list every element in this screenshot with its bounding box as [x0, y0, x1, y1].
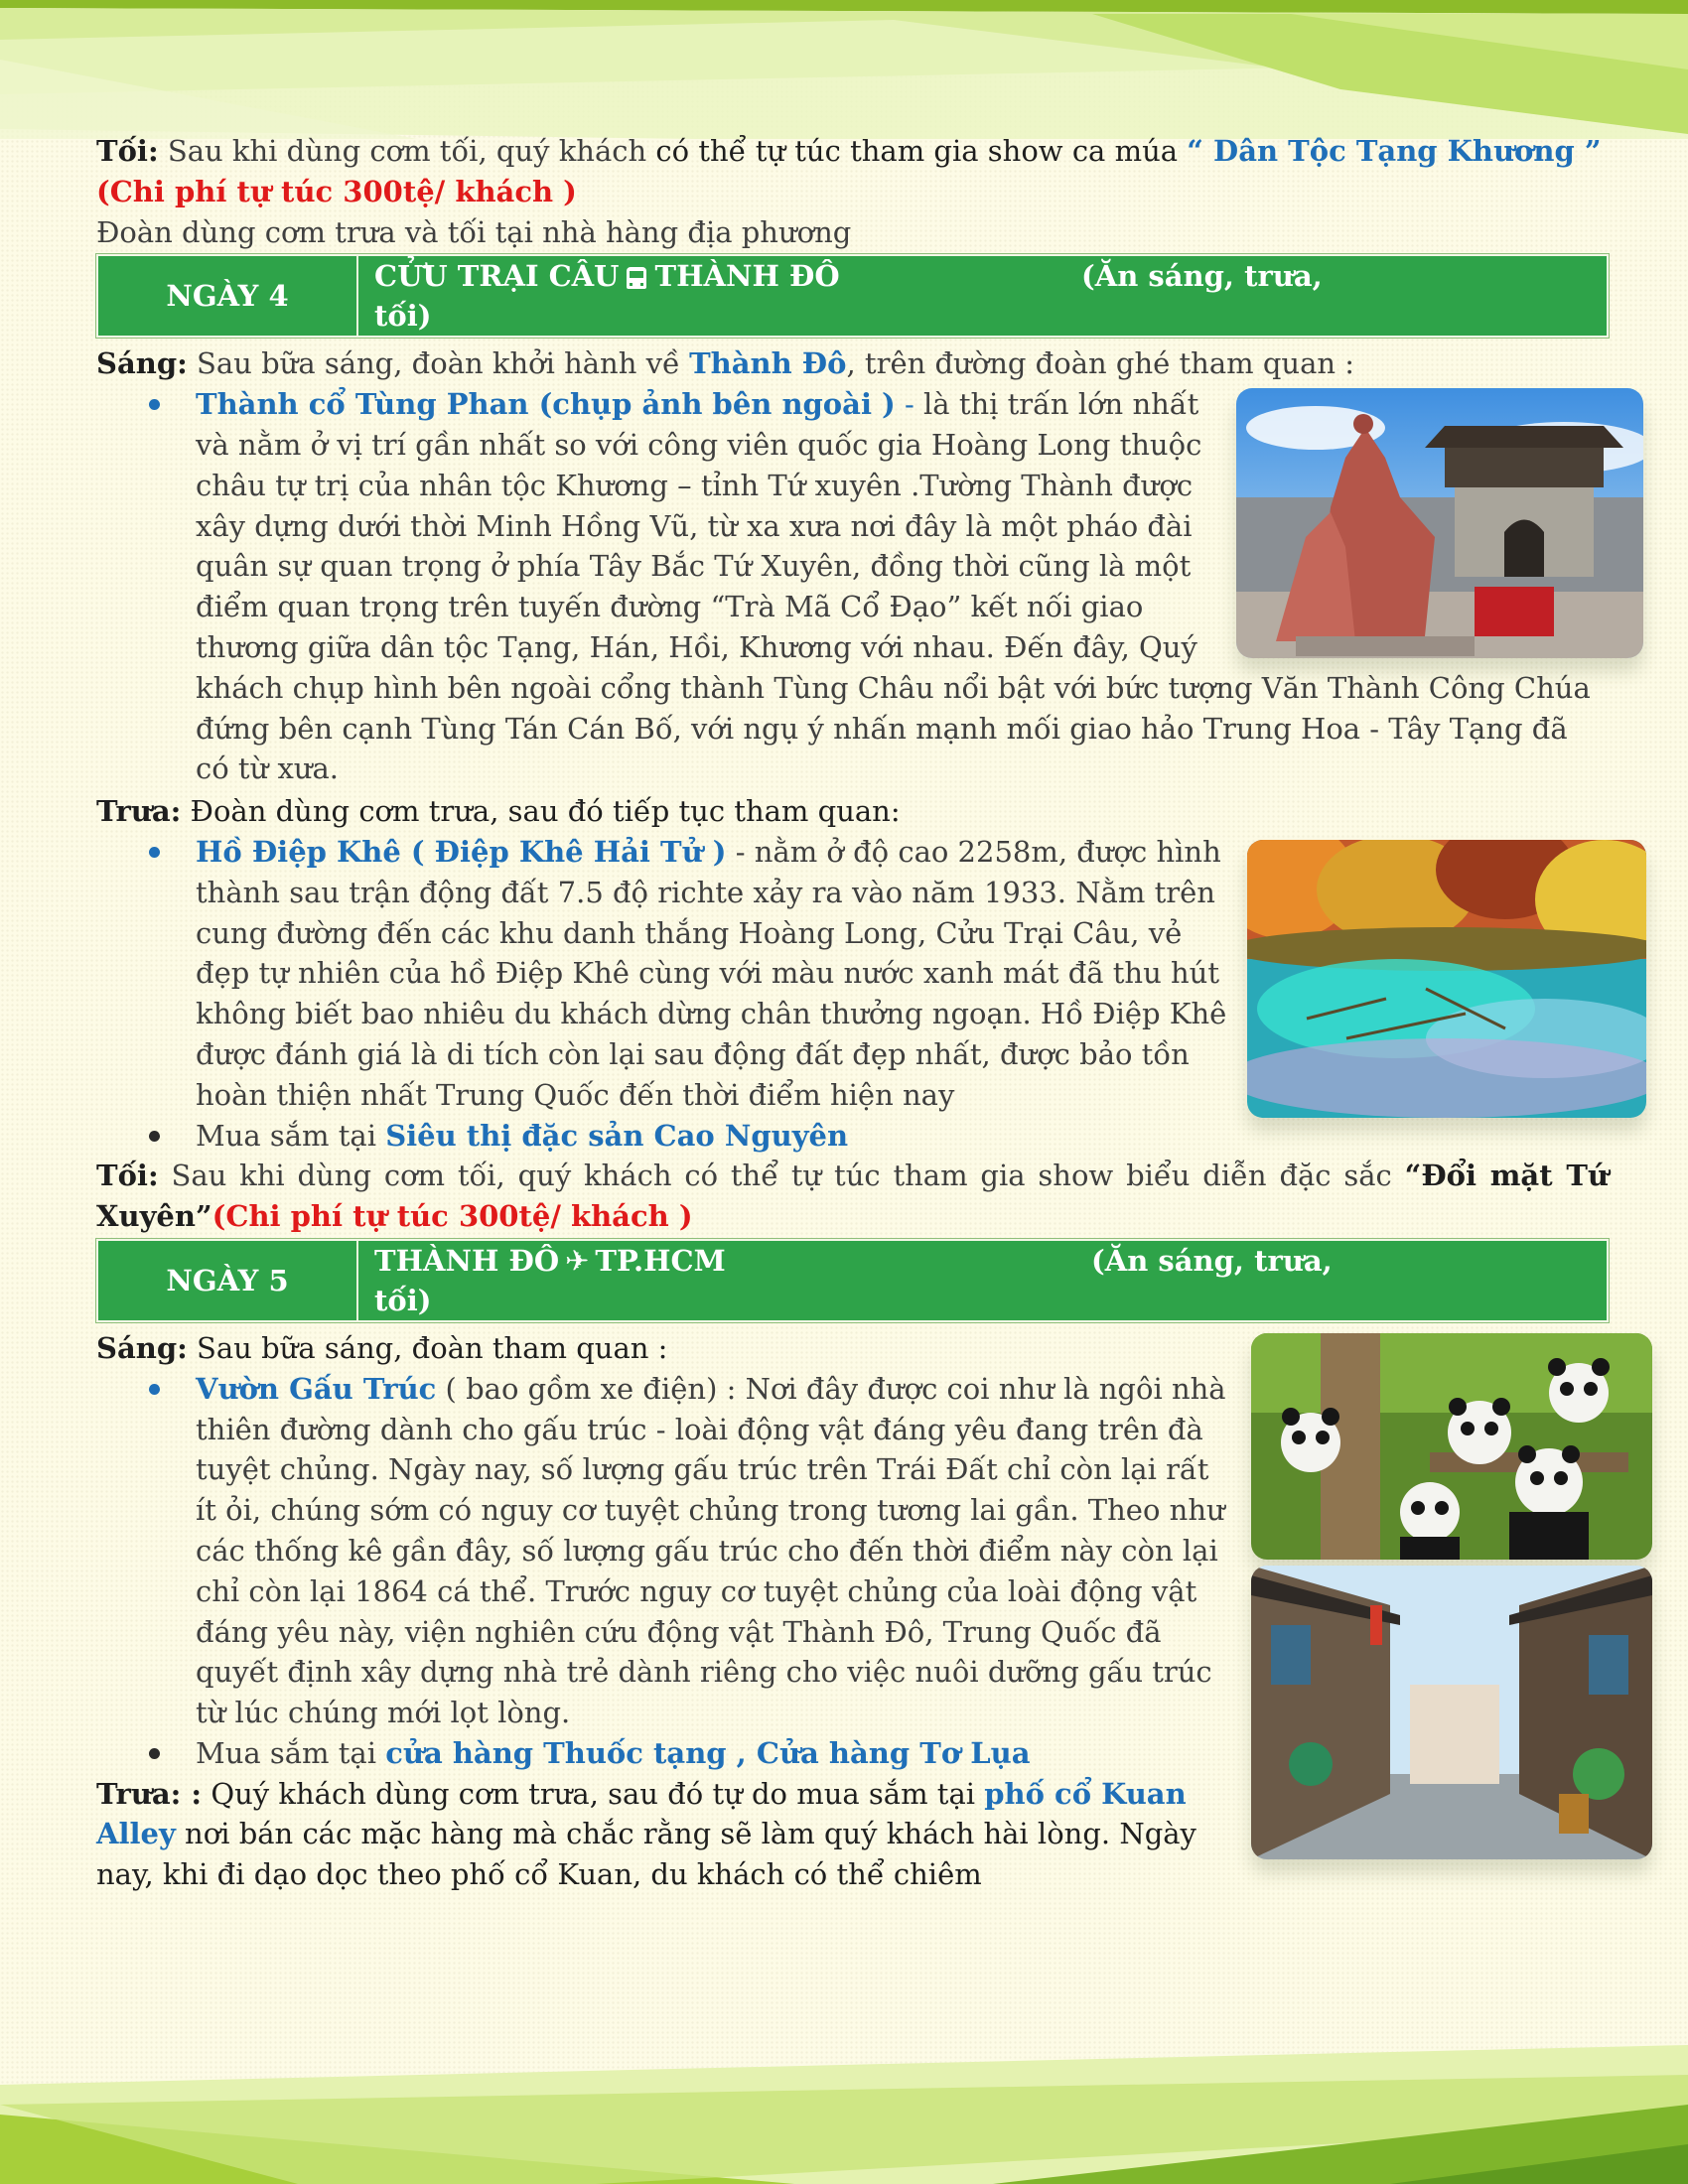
morning-text-b: , trên đường đoàn ghé tham quan :: [846, 346, 1355, 381]
day5-route: [358, 1241, 1607, 1320]
evening-text: Sau khi dùng cơm tối, quý khách: [158, 134, 647, 168]
tung-phan-photo: [1236, 388, 1643, 658]
lunch-text: Đoàn dùng cơm trưa, sau đó tiếp tục tham quan:: [181, 794, 901, 829]
day4-morning: [96, 343, 1609, 384]
tung-phan-title: Thành cổ Tùng Phan (chụp ảnh bên ngoài ): [196, 387, 896, 422]
evening-label: Tối:: [96, 134, 159, 168]
meal-note: Đoàn dùng cơm trưa và tối tại nhà hàng địa phương: [96, 214, 852, 249]
day5-label: NGÀY 5: [98, 1241, 358, 1320]
shopping-prefix-day5: Mua sắm tại: [196, 1735, 386, 1770]
kuan-alley-link: phố cổ Kuan Alley: [96, 1776, 1187, 1851]
bottom-decoration: [0, 2045, 1688, 2184]
day5-lunch-label: Trưa: :: [96, 1776, 203, 1811]
list-item-tung-phan: [96, 384, 1609, 789]
day4-route-from: CỬU TRẠI CÂU: [374, 259, 620, 294]
evening-text-b: có thể tự túc tham gia show ca múa: [646, 134, 1188, 168]
day5-meals: (Ăn sáng, trưa,: [1091, 1243, 1333, 1278]
day5-route-to: TP.HCM: [595, 1243, 726, 1278]
top-decoration: [0, 0, 1688, 139]
day4-evening-text: Sau khi dùng cơm tối, quý khách có thể tự túc tham gia show biểu diễn đặc sắc: [158, 1159, 1405, 1193]
day5-meals-cont: tối): [374, 1283, 432, 1317]
panda-garden-body: ( bao gồm xe điện) : Nơi đây được coi như là ngôi nhà thiên đường dành cho gấu trúc - loài động vật đáng yêu đang trên đà tuyệt chủng. Ngày nay, số lượng gấu trúc trên Trái Đất chỉ còn lại rất ít ỏi, chúng sớm có nguy cơ tuyệt chủng trong tương lai gần. Theo như các thống kê gần đây, số lượng gấu trúc cho đến thời điểm này còn lại chỉ còn lại 1864 cá thể. Trước nguy cơ tuyệt chủng của loài động vật đáng yêu này, viện nghiên cứu động vật Thành Đô, Trung Quốc đã quyết định xây dựng nhà trẻ dành riêng cho việc nuôi dưỡng gấu trúc từ lúc chúng mới lọt lòng.: [196, 1371, 1226, 1730]
list-item-diep-khe: [96, 832, 1609, 1116]
day4-evening: [96, 1156, 1609, 1237]
cost-note: (Chi phí tự túc 300tệ/ khách ): [96, 174, 577, 208]
day5-morning-label: Sáng:: [96, 1330, 188, 1365]
diep-khe-body: - nằm ở độ cao 2258m, được hình thành sau trận động đất 7.5 độ richte xảy ra vào năm 1933. Nằm trên cung đường đến các khu danh thắng Hoàng Long, Cửu Trại Câu, vẻ đẹp tự nhiên của hồ Điệp Khê cùng với màu nước xanh mát đã thu hút không biết bao nhiêu du khách dừng chân thưởng ngoạn. Hồ Điệp Khê được đánh giá là di tích còn lại sau động đất đẹp nhất, được bảo tồn hoàn thiện nhất Trung Quốc đến thời điểm hiện nay: [196, 834, 1227, 1112]
day4-evening-cost: (Chi phí tự túc 300tệ/ khách ): [211, 1199, 693, 1234]
day4-evening-label: Tối:: [96, 1159, 159, 1193]
list-item-shopping-day4: [96, 1116, 1609, 1157]
morning-label: Sáng:: [96, 346, 188, 381]
list-item-shopping-day5: [96, 1733, 1609, 1774]
day4-evening-show: “Đổi mặt Tứ Xuyên”: [96, 1159, 1609, 1234]
diep-khe-title: Hồ Điệp Khê ( Điệp Khê Hải Tử ): [196, 834, 727, 869]
morning-place: Thành Đô: [689, 346, 847, 381]
day4-lunch: [96, 791, 1609, 832]
list-item-panda-garden: [96, 1369, 1609, 1733]
shopping-prefix: Mua sắm tại: [196, 1118, 386, 1153]
day5-header: [96, 1239, 1609, 1322]
morning-text: Sau bữa sáng, đoàn khởi hành về: [187, 346, 690, 381]
day5-lunch-text-b: nơi bán các mặc hàng mà chắc rằng sẽ làm quý khách hài lòng. Ngày nay, khi đi dạo dọc theo phố cổ Kuan, du khách có thể chiêm: [96, 1817, 1196, 1892]
day5-lunch-text: Quý khách dùng cơm trưa, sau đó tự do mua sắm tại: [202, 1776, 985, 1811]
shopping-place: Siêu thị đặc sản Cao Nguyên: [385, 1118, 849, 1153]
day5-morning-text: Sau bữa sáng, đoàn tham quan :: [187, 1330, 668, 1365]
show-name: “ Dân Tộc Tạng Khương ”: [1187, 134, 1602, 168]
bus-icon: [627, 267, 646, 289]
lunch-label: Trưa:: [96, 794, 182, 829]
tung-phan-body: là thị trấn lớn nhất và nằm ở vị trí gần nhất so với công viên quốc gia Hoàng Long thuộc châu tự trị của nhân tộc Khương – tỉnh Tứ xuyên .Tường Thành được xây dựng dưới thời Minh Hồng Vũ, từ xa xưa nơi đây là một pháo đài quân sự quan trọng ở phía Tây Bắc Tứ Xuyên, đồng thời cũng là một điểm quan trọng trên tuyến đường “Trà Mã Cổ Đạo” kết nối giao thương giữa dân tộc Tạng, Hán, Hồi, Khương với nhau. Đến đây, Quý khách chụp hình bên ngoài cổng thành Tùng Châu nổi bật với bức tượng Văn Thành Công Chúa đứng bên cạnh Tùng Tán Cán Bố, với ngụ ý nhấn mạnh mối giao hảo Trung Hoa - Tây Tạng đã có từ xưa.: [196, 387, 1591, 786]
day4-header: [96, 254, 1609, 338]
day4-meals: (Ăn sáng, trưa,: [1081, 259, 1323, 294]
day4-label: NGÀY 4: [98, 256, 358, 336]
plane-icon: ✈: [565, 1243, 590, 1278]
day4-meals-cont: tối): [374, 299, 432, 334]
day5-route-from: THÀNH ĐÔ: [374, 1243, 560, 1278]
day4-route: [358, 256, 1607, 336]
shopping-place-day5: cửa hàng Thuốc tạng , Cửa hàng Tơ Lụa: [385, 1735, 1031, 1770]
panda-garden-title: Vườn Gấu Trúc: [196, 1371, 437, 1406]
tung-phan-dash: -: [895, 387, 924, 422]
day4-route-to: THÀNH ĐÔ: [654, 259, 840, 294]
itinerary-content: [96, 131, 1609, 1895]
diep-khe-photo: [1247, 840, 1646, 1118]
evening-show-paragraph: [96, 131, 1609, 212]
